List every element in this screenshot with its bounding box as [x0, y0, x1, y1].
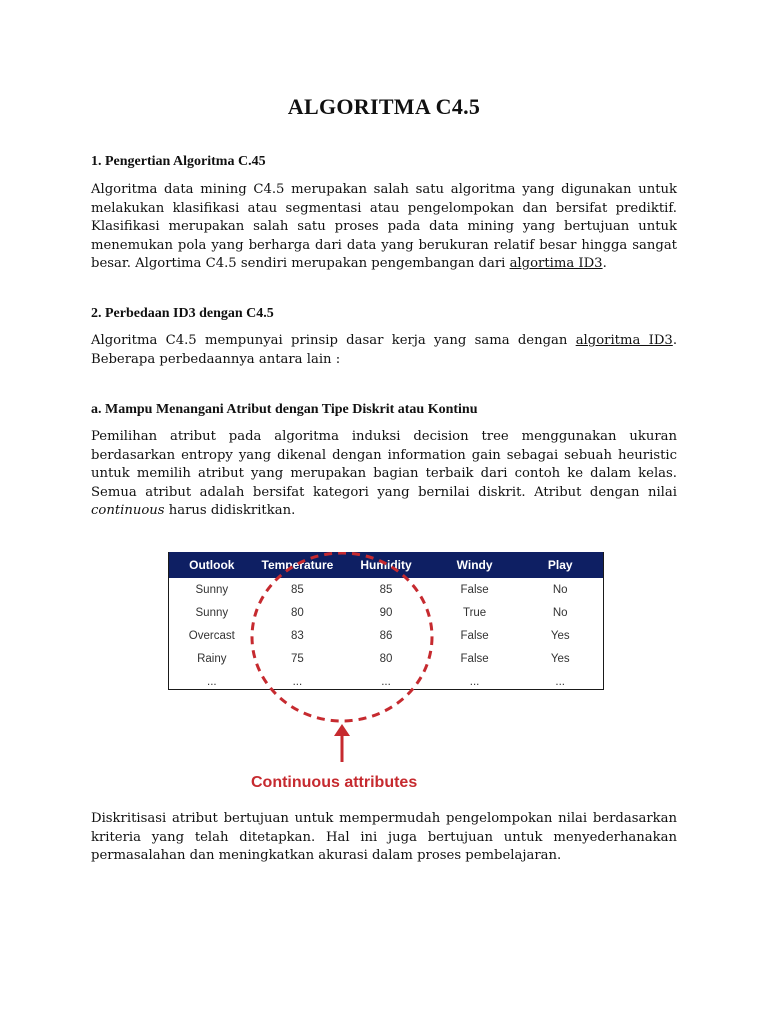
table-cell: No — [552, 606, 568, 619]
section-a-text: Pemilihan atribut pada algoritma induksi decision tree menggunakan ukuran berdasarkan entropy yang dikenal dengan information gain sebagai sebuah heuristic untuk memilih atribut yang merupakan bagian terbaik dari contoh ke dalam kelas. Semua atribut adalah bersifat kategori yang bernilai diskrit. Atribut dengan nilai — [91, 429, 677, 500]
section-2-heading: 2. Perbedaan ID3 dengan C4.5 — [91, 306, 274, 321]
algoritma-id3-link-1[interactable]: algortima ID3 — [509, 256, 603, 272]
section-2-text: Algoritma C4.5 mempunyai prinsip dasar kerja yang sama dengan — [91, 333, 576, 348]
table-cell: False — [460, 583, 489, 596]
table-cell: True — [462, 606, 487, 619]
table-cell: Yes — [550, 652, 570, 665]
section-a-paragraph — [91, 428, 677, 521]
figure-caption: Continuous attributes — [251, 774, 418, 791]
table-header-cell: Temperature — [261, 558, 334, 572]
table-cell: False — [460, 629, 489, 642]
table-cell: Sunny — [195, 583, 229, 596]
section-2-paragraph — [91, 332, 677, 369]
section-1-text-end: . — [602, 256, 607, 272]
dashed-highlight-ellipse — [252, 553, 432, 721]
table-cell: 80 — [291, 606, 304, 619]
continuous-attributes-figure — [168, 552, 606, 797]
continuous-highlight-overlay — [168, 552, 606, 772]
table-cell: ... — [292, 675, 303, 688]
table-cell: 86 — [379, 629, 393, 642]
table-cell: ... — [469, 675, 480, 688]
table-cell: 83 — [291, 629, 304, 642]
section-1-paragraph — [91, 181, 677, 274]
section-1-heading: 1. Pengertian Algoritma C.45 — [91, 154, 266, 169]
algoritma-id3-link-2[interactable]: algoritma ID3 — [575, 333, 673, 348]
table-cell: ... — [381, 675, 391, 688]
table-cell: 80 — [379, 652, 393, 665]
continuous-term: continuous — [91, 503, 165, 519]
table-cell: Rainy — [197, 652, 227, 665]
table-cell: Overcast — [188, 629, 235, 642]
closing-paragraph: Diskritisasi atribut bertujuan untuk mempermudah pengelompokan nilai berdasarkan kriteria yang telah ditetapkan. Hal ini juga bertujuan untuk menyederhanakan permasalahan dan meningkatkan akurasi dalam proses pembelajaran. — [91, 811, 677, 864]
arrow-up-icon — [334, 724, 350, 736]
table-cell: False — [460, 652, 489, 665]
table-header-cell: Outlook — [189, 558, 235, 572]
page-title: ALGORITMA C4.5 — [287, 94, 481, 119]
table-cell: 85 — [291, 583, 304, 596]
table-cell: 85 — [379, 583, 393, 596]
table-cell: 75 — [291, 652, 304, 665]
table-cell: ... — [207, 675, 217, 688]
section-1-text: Algoritma data mining C4.5 merupakan salah satu algoritma yang digunakan untuk melakukan klasifikasi atau segmentasi atau pengelompokan dan bersifat prediktif. Klasifikasi merupakan salah satu proses pada data mining yang bertujuan untuk menemukan pola yang berharga dari data yang berukuran relatif besar hingga sangat besar. Algortima C4.5 sendiri merupakan pengembangan dari — [91, 182, 677, 272]
table-header-cell: Play — [547, 558, 573, 572]
table-cell: ... — [555, 675, 565, 688]
table-cell: Yes — [550, 629, 570, 642]
section-a-heading: a. Mampu Menangani Atribut dengan Tipe Diskrit atau Kontinu — [91, 402, 478, 417]
section-2-text-end: . Beberapa perbedaannya antara lain : — [91, 333, 678, 367]
table-cell: No — [552, 583, 568, 596]
table-cell: Sunny — [195, 606, 229, 619]
section-a-text-end: harus didiskritkan. — [164, 503, 296, 519]
table-header-cell: Humidity — [360, 558, 412, 572]
table-cell: 90 — [379, 606, 393, 619]
table-header-cell: Windy — [456, 558, 493, 572]
